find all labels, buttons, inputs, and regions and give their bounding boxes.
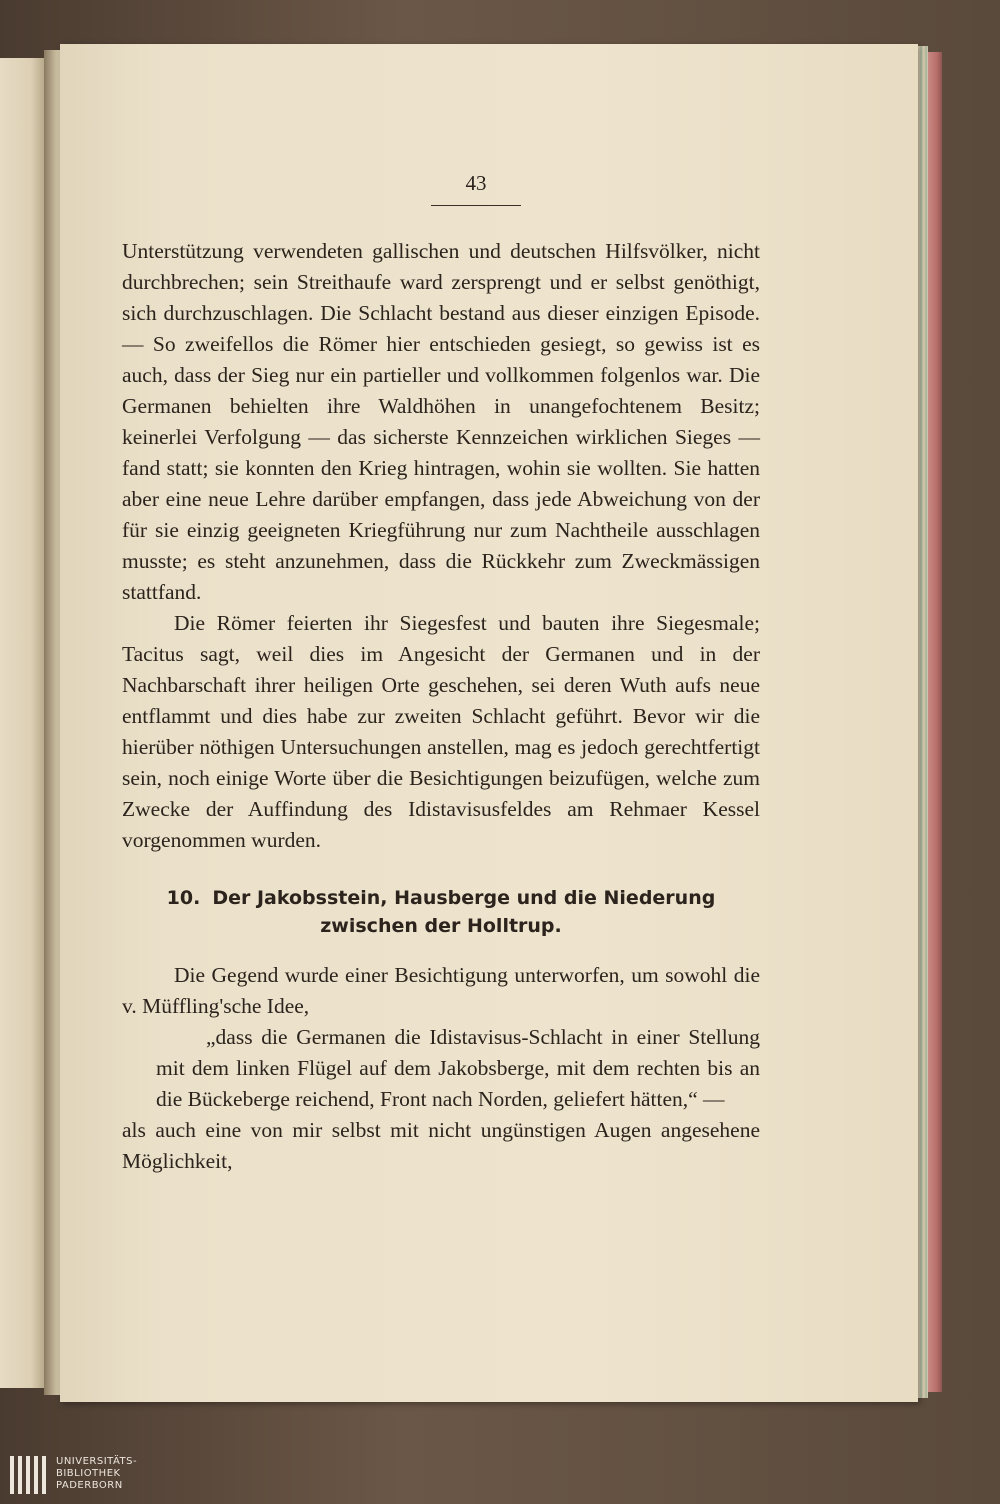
library-logo-line-1: UNIVERSITÄTS- [56, 1456, 138, 1467]
left-page-edge [0, 58, 44, 1388]
page-content [122, 168, 760, 1177]
library-logo-line-3: PADERBORN [56, 1480, 123, 1491]
paragraph-1: Unterstützung verwendeten gallischen und deutschen Hilfsvölker, nicht durchbrechen; sein Streithaufe ward zersprengt und er selbst genöthigt, sich durchzuschlagen. Die Schlacht bestand aus dieser einzigen Episode. — So zweifellos die Römer hier entschieden gesiegt, so gewiss ist es auch, dass der Sieg nur ein partieller und vollkommen folgenlos war. Die Germanen behielten ihre Waldhöhen in unangefochtenem Besitz; keinerlei Verfolgung — das sicherste Kennzeichen wirklichen Sieges — fand statt; sie konnten den Krieg hintragen, wohin sie wollten. Sie hatten aber eine neue Lehre darüber empfangen, dass jede Abweichung von der für sie einzig geeigneten Kriegführung nur zum Nachtheile ausschlagen musste; es steht anzunehmen, dass die Rückkehr zum Zweckmässigen stattfand. [122, 239, 760, 604]
section-number: 10. [166, 887, 201, 909]
section-heading [122, 884, 760, 940]
library-logo [8, 1452, 208, 1498]
book-cover-edge [928, 52, 942, 1392]
page-stack-edge [918, 46, 928, 1398]
section-title: Der Jakobsstein, Hausberge und die Niederung zwischen der Holltrup. [212, 887, 716, 937]
folio-wrapper [282, 168, 610, 206]
section-intro-paragraph: Die Gegend wurde einer Besichtigung unterworfen, um sowohl die v. Müffling'sche Idee, [122, 963, 760, 1018]
page-number: 43 [431, 168, 521, 206]
after-quote-paragraph: als auch eine von mir selbst mit nicht ungünstigen Augen angesehene Möglichkeit, [122, 1118, 760, 1173]
paragraph-2: Die Römer feierten ihr Siegesfest und bauten ihre Siegesmale; Tacitus sagt, weil dies im Angesicht der Germanen und in der Nachbarschaft ihrer heiligen Orte geschehen, sei deren Wuth aufs neue entflammt und dies habe zur zweiten Schlacht geführt. Bevor wir die hierüber nöthigen Untersuchungen anstellen, mag es jedoch gerechtfertigt sein, noch einige Worte über die Besichtigungen beizufügen, welche zum Zwecke der Auffindung des Idistavisusfeldes am Rehmaer Kessel vorgenommen wurden. [122, 611, 760, 852]
library-logo-line-2: BIBLIOTHEK [56, 1468, 121, 1479]
library-logo-icon [8, 1454, 48, 1496]
block-quote: „dass die Germanen die Idistavisus-Schlacht in einer Stellung mit dem linken Flügel auf dem Jakobsberge, mit dem rechten bis an die Bückeberge reichend, Front nach Norden, geliefert hätten,“ — [156, 1025, 760, 1111]
